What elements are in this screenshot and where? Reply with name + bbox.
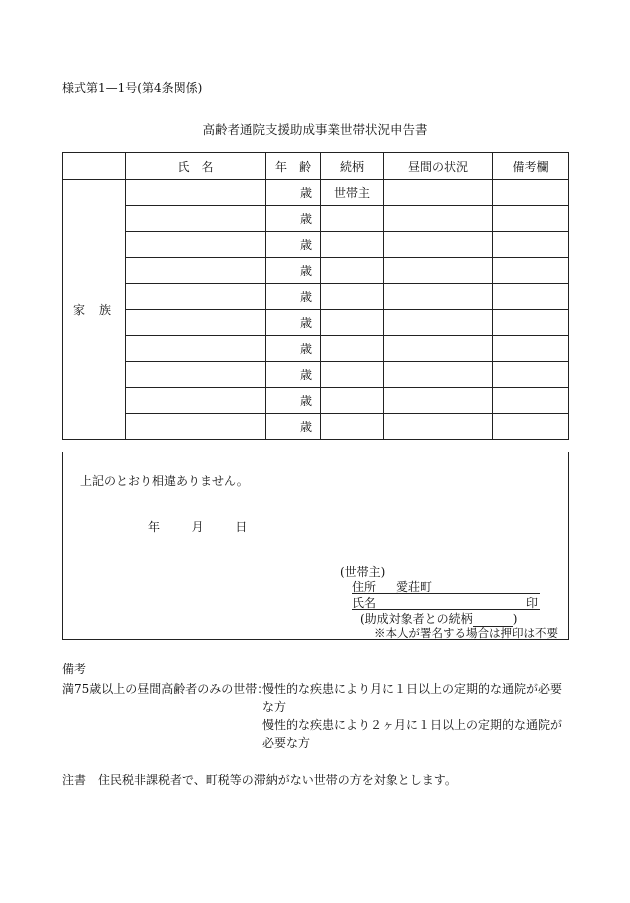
- remarks-cell[interactable]: [493, 180, 569, 206]
- criteria-category: 満75歳以上の昼間高齢者のみの世帯：: [62, 682, 270, 696]
- name-cell[interactable]: [126, 180, 266, 206]
- table-row: [63, 206, 569, 232]
- remarks-cell[interactable]: [493, 388, 569, 414]
- header-blank: [63, 153, 126, 180]
- table-row: [63, 284, 569, 310]
- name-cell[interactable]: [126, 388, 266, 414]
- date-month: 月: [191, 520, 204, 534]
- table-row: [63, 310, 569, 336]
- declaration-statement: 上記のとおり相違ありません。: [80, 474, 249, 488]
- age-cell[interactable]: 歳: [266, 362, 321, 388]
- remarks-cell[interactable]: [493, 310, 569, 336]
- remarks-cell[interactable]: [493, 362, 569, 388]
- footnote-label: 注書: [62, 773, 87, 787]
- daytime-status-cell[interactable]: [384, 258, 493, 284]
- relation-open: (助成対象者との続柄: [360, 612, 473, 626]
- criteria-item: 慢性的な疾患により２ヶ月に１日以上の定期的な通院が必要な方: [262, 718, 563, 750]
- criteria-item: 慢性的な疾患により月に１日以上の定期的な通院が必要な方: [262, 682, 563, 714]
- age-cell[interactable]: 歳: [266, 310, 321, 336]
- age-cell[interactable]: 歳: [266, 206, 321, 232]
- remarks-cell[interactable]: [493, 284, 569, 310]
- document-title: 高齢者通院支援助成事業世帯状況申告書: [202, 122, 428, 137]
- form-number: 様式第1—1号(第4条関係): [62, 81, 203, 95]
- name-cell[interactable]: [126, 258, 266, 284]
- age-cell[interactable]: 歳: [266, 388, 321, 414]
- address-label: 住所: [352, 580, 377, 594]
- relation-cell[interactable]: 世帯主: [321, 180, 384, 206]
- age-cell[interactable]: 歳: [266, 232, 321, 258]
- name-cell[interactable]: [126, 414, 266, 440]
- daytime-status-cell[interactable]: [384, 232, 493, 258]
- daytime-status-cell[interactable]: [384, 414, 493, 440]
- daytime-status-cell[interactable]: [384, 388, 493, 414]
- relation-cell[interactable]: [321, 388, 384, 414]
- remarks-label: 備考: [62, 662, 87, 676]
- daytime-status-cell[interactable]: [384, 362, 493, 388]
- remarks-cell[interactable]: [493, 206, 569, 232]
- name-line: [352, 594, 540, 610]
- table-row: [63, 362, 569, 388]
- header-name: 氏 名: [126, 153, 266, 180]
- household-head-label: (世帯主): [340, 565, 386, 579]
- relation-close: ): [512, 612, 518, 626]
- footnote-text: 住民税非課税者で、町税等の滞納がない世帯の方を対象とします。: [98, 773, 457, 787]
- name-cell[interactable]: [126, 232, 266, 258]
- signature-note: ※本人が署名する場合は押印は不要: [374, 626, 558, 640]
- seal-mark: 印: [525, 596, 538, 610]
- relation-cell[interactable]: [321, 362, 384, 388]
- name-label: 氏名: [352, 596, 377, 610]
- name-cell[interactable]: [126, 362, 266, 388]
- header-relation: 続柄: [321, 153, 384, 180]
- age-cell[interactable]: 歳: [266, 336, 321, 362]
- relation-cell[interactable]: [321, 284, 384, 310]
- relation-cell[interactable]: [321, 206, 384, 232]
- name-cell[interactable]: [126, 284, 266, 310]
- age-cell[interactable]: 歳: [266, 414, 321, 440]
- family-label: 家族: [63, 180, 126, 440]
- remarks-cell[interactable]: [493, 336, 569, 362]
- header-daytime-status: 昼間の状況: [384, 153, 493, 180]
- header-age: 年 齢: [266, 153, 321, 180]
- remarks-cell[interactable]: [493, 232, 569, 258]
- address-line: [352, 578, 540, 594]
- table-row: [63, 388, 569, 414]
- relation-cell[interactable]: [321, 310, 384, 336]
- family-rows: [63, 180, 569, 440]
- name-cell[interactable]: [126, 206, 266, 232]
- relation-cell[interactable]: [321, 336, 384, 362]
- daytime-status-cell[interactable]: [384, 310, 493, 336]
- relation-cell[interactable]: [321, 414, 384, 440]
- name-cell[interactable]: [126, 336, 266, 362]
- table-row: [63, 232, 569, 258]
- daytime-status-cell[interactable]: [384, 284, 493, 310]
- daytime-status-cell[interactable]: [384, 180, 493, 206]
- daytime-status-cell[interactable]: [384, 206, 493, 232]
- household-table: [62, 152, 569, 440]
- daytime-status-cell[interactable]: [384, 336, 493, 362]
- age-cell[interactable]: 歳: [266, 180, 321, 206]
- date-year: 年: [148, 520, 161, 534]
- table-header-row: [63, 153, 569, 180]
- relation-cell[interactable]: [321, 258, 384, 284]
- table-row: [63, 258, 569, 284]
- table-row: [63, 180, 569, 206]
- header-remarks: 備考欄: [493, 153, 569, 180]
- relation-cell[interactable]: [321, 232, 384, 258]
- age-cell[interactable]: 歳: [266, 284, 321, 310]
- date-line: [148, 518, 247, 535]
- footnote: [62, 771, 457, 788]
- table-row: [63, 336, 569, 362]
- remarks-cell[interactable]: [493, 258, 569, 284]
- address-value: 愛荘町: [396, 580, 433, 594]
- table-row: [63, 414, 569, 440]
- age-cell[interactable]: 歳: [266, 258, 321, 284]
- name-cell[interactable]: [126, 310, 266, 336]
- remarks-cell[interactable]: [493, 414, 569, 440]
- date-day: 日: [235, 520, 248, 534]
